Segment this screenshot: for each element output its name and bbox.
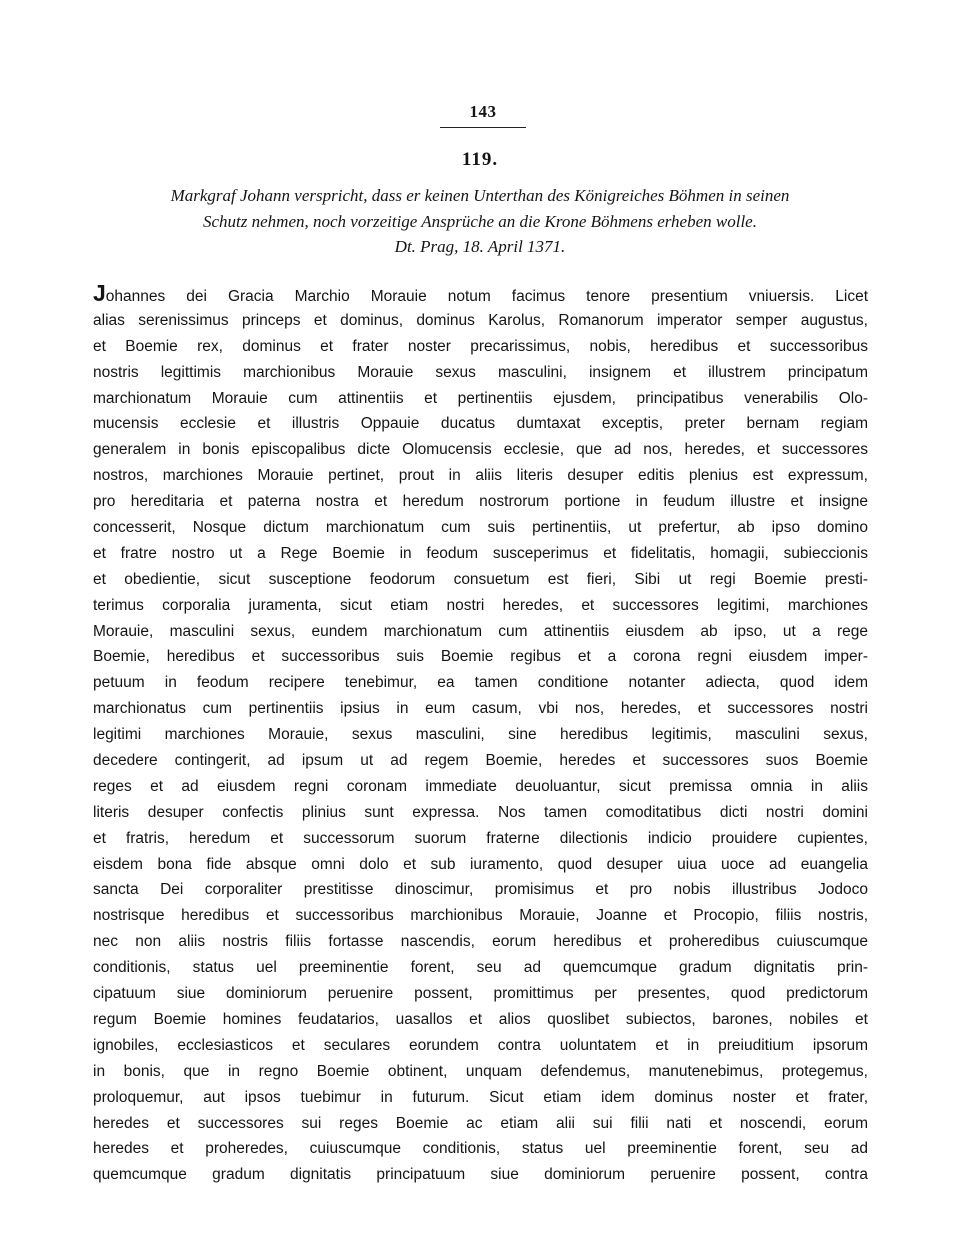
body-line: reges et ad eiusdem regni coronam immediate deuoluantur, sicut premissa omnia in aliis xyxy=(93,777,868,795)
body-line: marchionatum Morauie cum attinentiis et pertinentiis ejusdem, principatibus venerabilis Olo- xyxy=(93,389,868,407)
heading-date-line: Dt. Prag, 18. April 1371. xyxy=(394,237,566,256)
body-line: et fratre nostro ut a Rege Boemie in feodum susceperimus et fidelitatis, homagii, subieccionis xyxy=(93,544,868,562)
document-body xyxy=(93,282,868,1188)
body-line: mucensis ecclesie et illustris Oppauie ducatus dumtaxat exceptis, preter bernam regiam xyxy=(93,415,868,433)
body-line: sancta Dei corporaliter prestitisse dinoscimur, promisimus et pro nobis illustribus Jodoco xyxy=(93,881,868,899)
heading-line: Schutz nehmen, noch vorzeitige Ansprüche an die Krone Böhmens erheben wolle. xyxy=(203,211,757,231)
body-line: et obedientie, sicut susceptione feodorum consuetum est fieri, Sibi ut regi Boemie presti- xyxy=(93,570,868,588)
first-line-text: ohannes dei Gracia Marchio Morauie notum facimus tenore presentium vniuersis. Licet xyxy=(105,288,868,305)
body-line: ignobiles, ecclesiasticos et seculares eorundem contra uoluntatem et in preiuditium ipsorum xyxy=(93,1036,868,1054)
body-line: in bonis, que in regno Boemie obtinent, unquam defendemus, manutenebimus, protegemus, xyxy=(93,1062,868,1080)
body-line: heredes et proheredes, cuiuscumque conditionis, status uel preeminentie forent, seu ad xyxy=(93,1140,868,1158)
body-line: literis desuper confectis plinius sunt expressa. Nos tamen comoditatibus dicti nostri domini xyxy=(93,803,868,821)
heading-line: Markgraf Johann verspricht, dass er keinen Unterthan des Königreiches Böhmen in seinen xyxy=(170,186,790,205)
body-line: Morauie, masculini sexus, eundem marchionatum cum attinentiis eiusdem ab ipso, ut a rege xyxy=(93,622,868,640)
body-line: eisdem bona fide absque omni dolo et sub iuramento, quod desuper uiua uoce ad euangelia xyxy=(93,855,868,873)
body-line: nec non aliis nostris filiis fortasse nascendis, eorum heredibus et proheredibus cuiuscumque xyxy=(93,933,868,951)
document-heading xyxy=(90,183,870,260)
document-number: 119. xyxy=(461,149,499,170)
body-line: nostris legittimis marchionibus Morauie sexus masculini, insignem et illustrem principatum xyxy=(93,363,868,381)
body-line: nostrisque heredibus et successoribus marchionibus Morauie, Joanne et Procopio, filiis nostris, xyxy=(93,907,868,925)
body-line: terimus corporalia juramenta, sicut etiam nostri heredes, et successores legitimi, marchiones xyxy=(93,596,868,614)
body-line: Boemie, heredibus et successoribus suis Boemie regibus et a corona regni eiusdem imper- xyxy=(93,648,868,666)
body-line: quemcumque gradum dignitatis principatuum siue dominiorum peruenire possent, contra xyxy=(93,1166,868,1184)
body-line: cipatuum siue dominiorum peruenire possent, promittimus per presentes, quod predictorum xyxy=(93,985,868,1003)
body-line: generalem in bonis episcopalibus dicte Olomucensis ecclesie, que ad nos, heredes, et successores xyxy=(93,441,868,459)
body-line: concesserit, Nosque dictum marchionatum cum suis pertinentiis, ut prefertur, ab ipso domino xyxy=(93,519,868,537)
body-line: heredes et successores sui reges Boemie ac etiam alii sui filii nati et noscendi, eorum xyxy=(93,1114,868,1132)
page-number-rule xyxy=(440,127,526,128)
body-line: legitimi marchiones Morauie, sexus masculini, sine heredibus legitimis, masculini sexus, xyxy=(93,726,868,744)
body-line: regum Boemie homines feudatarios, uasallos et alios quoslibet subiectos, barones, nobiles et xyxy=(93,1010,868,1028)
body-line: petuum in feodum recipere tenebimur, ea tamen conditione notanter adiecta, quod idem xyxy=(93,674,868,692)
body-first-line xyxy=(93,282,868,308)
body-line: decedere contingerit, ad ipsum ut ad regem Boemie, heredes et successores suos Boemie xyxy=(93,752,868,770)
body-lines xyxy=(93,308,868,1188)
body-line: conditionis, status uel preeminentie forent, seu ad quemcumque gradum dignitatis prin- xyxy=(93,959,868,977)
body-line: et Boemie rex, dominus et frater noster precarissimus, nobis, heredibus et successoribus xyxy=(93,337,868,355)
body-line: nostros, marchiones Morauie pertinet, prout in aliis literis desuper editis plenius est expressum, xyxy=(93,467,868,485)
initial-letter: J xyxy=(93,280,106,306)
body-line: et fratris, heredum et successorum suorum fraterne dilectionis indicio prouidere cupientes, xyxy=(93,829,868,847)
page-number: 143 xyxy=(469,102,497,121)
body-line: marchionatus cum pertinentiis ipsius in eum casum, vbi nos, heredes, et successores nostri xyxy=(93,700,868,718)
body-line: proloquemur, aut ipsos tuebimur in futurum. Sicut etiam idem dominus noster et frater, xyxy=(93,1088,868,1106)
body-line: pro hereditaria et paterna nostra et heredum nostrorum portione in feudum illustre et insigne xyxy=(93,493,868,511)
body-line: alias serenissimus princeps et dominus, dominus Karolus, Romanorum imperator semper augustus, xyxy=(93,311,868,329)
